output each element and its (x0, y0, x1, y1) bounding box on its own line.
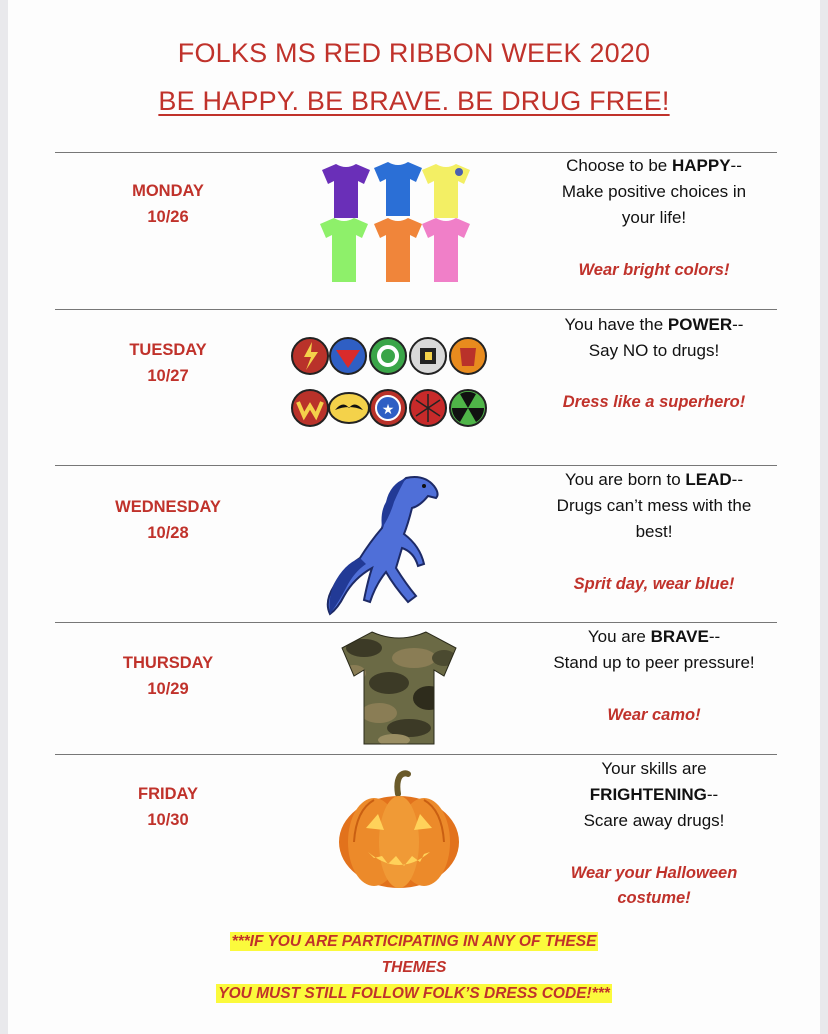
section-divider (55, 754, 777, 755)
friday-theme: Wear your Halloween costume! (570, 864, 738, 907)
thursday-theme: Wear camo! (607, 706, 701, 724)
colorful-tshirts-image (310, 160, 475, 295)
section-divider (55, 309, 777, 310)
page-title: FOLKS MS RED RIBBON WEEK 2020 (177, 38, 651, 68)
superhero-logos-image (288, 330, 498, 445)
day-label-tuesday: TUESDAY 10/27 (129, 341, 207, 385)
day-label-friday: FRIDAY 10/30 (138, 785, 198, 829)
thursday-message: You are BRAVE-- Stand up to peer pressure! (553, 627, 755, 672)
day-label-wednesday: WEDNESDAY 10/28 (115, 498, 221, 542)
tuesday-message: You have the POWER-- Say NO to drugs! (564, 315, 744, 360)
day-label-monday: MONDAY 10/26 (132, 182, 204, 226)
monday-theme: Wear bright colors! (578, 261, 730, 279)
camo-tshirt-image (334, 628, 464, 753)
jack-o-lantern-image (334, 770, 464, 895)
blue-mustang-image (320, 472, 450, 625)
page-slogan: BE HAPPY. BE BRAVE. BE DRUG FREE! (158, 86, 670, 116)
monday-message: Choose to be HAPPY-- Make positive choices in your life! (561, 156, 747, 227)
flyer-sheet (8, 0, 820, 1034)
svg-text:★: ★ (381, 402, 395, 418)
wednesday-message: You are born to LEAD-- Drugs can’t mess with the best! (556, 470, 752, 541)
wednesday-theme: Sprit day, wear blue! (573, 575, 735, 593)
tuesday-theme: Dress like a superhero! (562, 393, 746, 411)
section-divider (55, 465, 777, 466)
dress-code-notice: ***IF YOU ARE PARTICIPATING IN ANY OF THESE THEMES YOU MUST STILL FOLLOW FOLK’S DRESS CODE!*** (218, 933, 610, 1002)
day-label-thursday: THURSDAY 10/29 (122, 654, 214, 698)
friday-message: Your skills are FRIGHTENING-- Scare away drugs! (583, 759, 725, 830)
